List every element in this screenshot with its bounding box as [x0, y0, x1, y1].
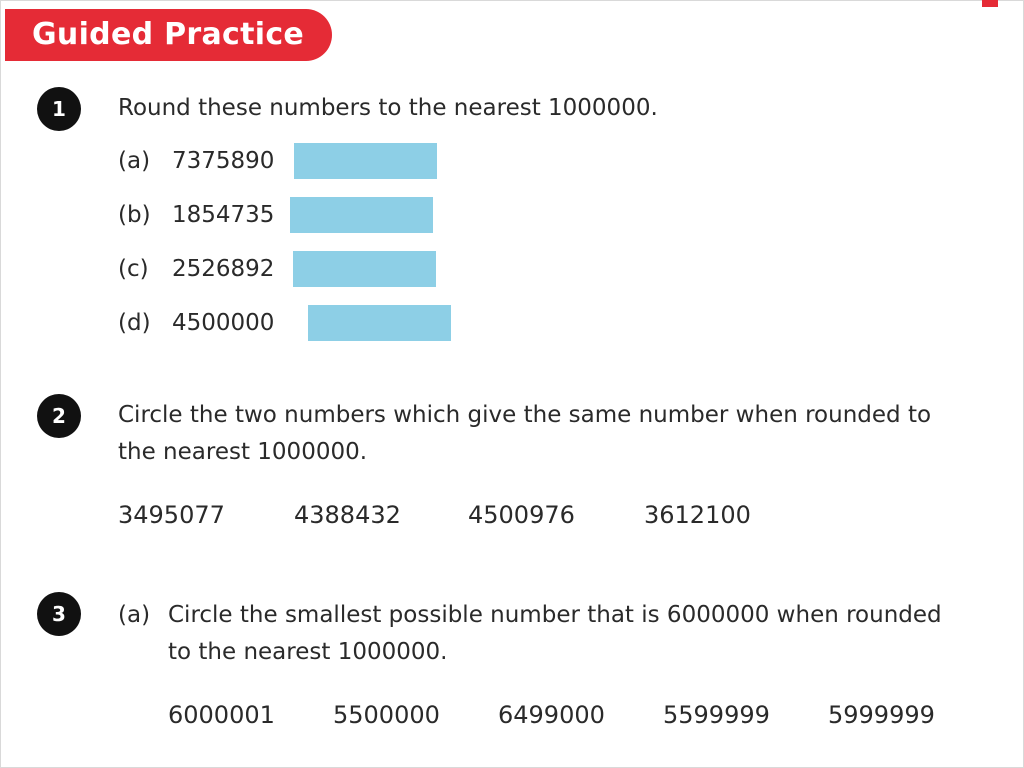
q1-answer-box-c[interactable] — [293, 251, 436, 287]
question-3-prompt-line-2: to the nearest 1000000. — [168, 639, 448, 665]
q1-item-b-letter: (b) — [118, 202, 151, 228]
q1-item-c-value: 2526892 — [172, 256, 275, 282]
guided-practice-banner — [5, 9, 332, 61]
q3-option-4[interactable]: 5599999 — [663, 701, 770, 729]
question-2-badge: 2 — [37, 394, 81, 438]
q1-item-c-letter: (c) — [118, 256, 149, 282]
q1-item-d-value: 4500000 — [172, 310, 275, 336]
question-1-prompt: Round these numbers to the nearest 1000000. — [118, 95, 658, 121]
q2-option-1[interactable]: 3495077 — [118, 501, 225, 529]
corner-mark — [982, 0, 998, 7]
q3-option-1[interactable]: 6000001 — [168, 701, 275, 729]
q3-option-2[interactable]: 5500000 — [333, 701, 440, 729]
q1-item-b — [118, 198, 274, 232]
q1-item-a-value: 7375890 — [172, 148, 275, 174]
q2-option-4[interactable]: 3612100 — [644, 501, 751, 529]
q2-option-3[interactable]: 4500976 — [468, 501, 575, 529]
q1-answer-box-a[interactable] — [294, 143, 437, 179]
q1-item-d — [118, 306, 274, 340]
banner-title: Guided Practice — [32, 17, 305, 52]
q1-item-a-letter: (a) — [118, 148, 151, 174]
q3-option-5[interactable]: 5999999 — [828, 701, 935, 729]
question-3-prompt-line-1: Circle the smallest possible number that is 6000000 when rounded — [168, 602, 942, 628]
q1-item-d-letter: (d) — [118, 310, 151, 336]
question-3-part-letter: (a) — [118, 602, 151, 628]
q1-item-b-value: 1854735 — [172, 202, 275, 228]
q1-answer-box-d[interactable] — [308, 305, 451, 341]
q1-item-a — [118, 144, 274, 178]
question-2-prompt-line-2: the nearest 1000000. — [118, 439, 368, 465]
q1-answer-box-b[interactable] — [290, 197, 433, 233]
q2-option-2[interactable]: 4388432 — [294, 501, 401, 529]
question-2-prompt-line-1: Circle the two numbers which give the same number when rounded to — [118, 402, 932, 428]
q3-option-3[interactable]: 6499000 — [498, 701, 605, 729]
q1-item-c — [118, 252, 274, 286]
question-3-badge: 3 — [37, 592, 81, 636]
question-1-badge: 1 — [37, 87, 81, 131]
